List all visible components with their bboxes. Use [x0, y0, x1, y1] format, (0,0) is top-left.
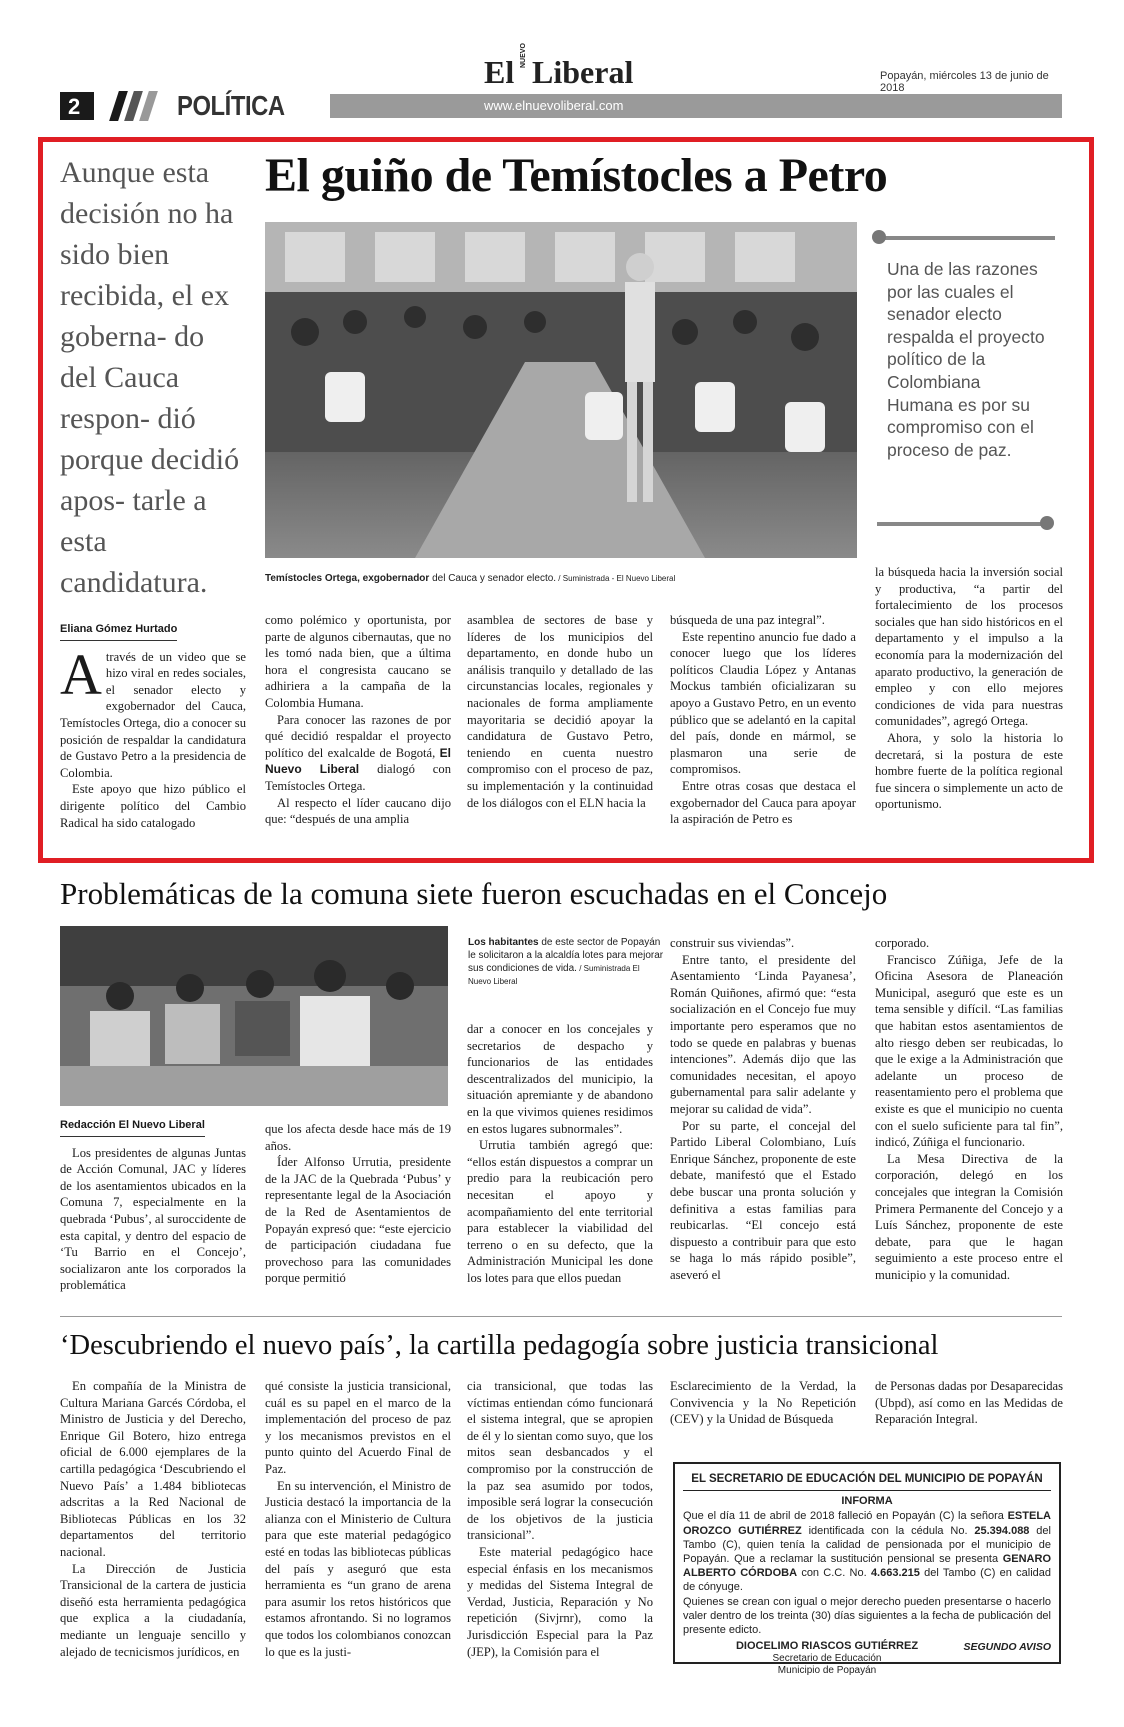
header-bar [330, 94, 1062, 118]
website-link[interactable]: www.elnuevoliberal.com [484, 98, 624, 113]
article2-caption-text: de este sector de Popayán le solicitaron a la alcaldía lotes para mejorar sus condiciones de vida. [468, 937, 664, 974]
article2-col1 [60, 1116, 246, 1294]
article1-col2-p2b: El Nuevo Liberal [265, 745, 451, 777]
article2-col4 [670, 935, 856, 1283]
logo-nuevo: NUEVO [520, 43, 527, 68]
article1-dropcap: A [60, 641, 102, 707]
page-number: 2 [68, 94, 81, 119]
section-title: POLÍTICA [177, 90, 285, 121]
sidebar-dot-top [872, 230, 886, 244]
article3-headline: ‘Descubriendo el nuevo país’, la cartilla pedagogía sobre justicia transicional [60, 1330, 939, 1361]
article1-caption-text: del Cauca y senador electo. [429, 573, 557, 584]
article2-caption [468, 936, 664, 988]
article1-col5-p2: Ahora, y solo la historia lo decretará, si la postura de este hombre fuerte de la política regional fue sincera o simplemente un acto de oportunismo. [875, 730, 1063, 812]
section-divider [60, 1316, 1062, 1317]
article1-caption [265, 572, 865, 585]
sidebar-rule-bottom [877, 522, 1047, 526]
article1-headline: El guiño de Temístocles a Petro [265, 149, 888, 202]
article2-col2 [265, 1121, 451, 1287]
article3-col1-p2: La Dirección de Justicia Transicional de la cartera de justicia diseñó esta herramienta pedagógica que explica a la ciudadanía, mediante un lenguaje sencillo y alejado de tecnicismos jurídicos, en [60, 1561, 246, 1659]
article2-caption-credit: / Suministrada El Nuevo Liberal [468, 964, 640, 986]
article3-col2 [265, 1378, 451, 1660]
notice-body-2: Quienes se crean con igual o mejor derecho pueden presentarse o hacerlo valer dentro de los treinta (30) días siguientes a la fecha de publicación del presente edicto. [683, 1595, 1051, 1637]
article2-col4-p3: Por su parte, el concejal del Partido Liberal Colombiano, Luís Enrique Sánchez, proponente de este debate, manifestó que el Estado debe buscar una pronta solución y definitiva a estas familias para reubicarlas. “El concejo está dispuesto a contribuir para que esto se haga lo más rápido posible”, aseveró el [670, 1118, 856, 1282]
notice-text-4: con C.C. No. [797, 1567, 871, 1580]
article1-photo [265, 222, 857, 558]
sidebar-dot-bottom [1040, 516, 1054, 530]
article2-col1-p1: Los presidentes de algunas Juntas de Acción Comunal, JAC y líderes de los asentamientos ubicados en la Comuna 7, especialmente en la quebrada ‘Pubus’, al suroccidente de esta capital, y dentro del espacio de ‘Tu Barrio en el Concejo’, socializaron ante los corporados la problemática [60, 1145, 246, 1293]
notice-aviso: SEGUNDO AVISO [963, 1640, 1051, 1653]
article2-headline: Problemáticas de la comuna siete fueron escuchadas en el Concejo [60, 876, 888, 911]
article3-col4 [670, 1378, 856, 1428]
article2-byline: Redacción El Nuevo Liberal [60, 1117, 205, 1137]
article3-col5-p1: de Personas dadas por Desaparecidas (Ubpd), así como en las Medidas de Reparación Integral. [875, 1379, 1063, 1427]
article2-col3-p1: dar a conocer en los concejales y secretarios de despacho y funcionarios de las entidades descentralizados del municipio, la situación apremiante y de abandono en la que vivimos quienes residimos en estos lugares subnormales”. [467, 1022, 653, 1136]
notice-signer: DIOCELIMO RIASCOS GUTIÉRREZ [735, 1640, 919, 1653]
article1-col4 [670, 612, 856, 828]
article3-col2-p2: En su intervención, el Ministro de Justicia destacó la importancia de la alianza con el Ministerio de Cultura para que este material pedagógico esté en todas las bibliotecas públicas del país y aseguró que esta herramienta es “un grano de arena para asumir los retos históricos que estamos afrontando. Si no logramos que todos los colombianos conozcan lo que es la justi- [265, 1478, 451, 1659]
publication-date: Popayán, miércoles 13 de junio de 2018 [880, 70, 1049, 94]
article3-col4-p1: Esclarecimiento de la Verdad, la Convivencia y la No Repetición (CEV) y la Unidad de Búsqueda [670, 1379, 856, 1427]
article3-col1 [60, 1378, 246, 1660]
article2-col4-p1: construir sus viviendas”. [670, 936, 795, 950]
notice-deceased-name: ESTELA OROZCO GUTIÉRREZ [683, 1510, 1051, 1537]
article1-col2-p3: Al respecto el líder caucano dijo que: “después de una amplia [265, 795, 451, 827]
article1-caption-bold: Temístocles Ortega, exgobernador [265, 573, 430, 584]
logo-el: El [484, 54, 515, 90]
article3-col3 [467, 1378, 653, 1660]
page-header [60, 43, 1062, 124]
article1-sidebar-quote: Una de las razones por las cuales el senador electo respalda el proyecto político de la Colombiana Humana es por su compromiso con el proceso de paz. [887, 259, 1045, 460]
article2-col3-p2: Urrutia también agregó que: “ellos están dispuestos a comprar un predio para la reubicación pero necesitan el apoyo y acompañamiento del ente territorial para establecer la viabilidad del terreno o en su defecto, que la Administración Municipal les done los lotes para que ellos puedan [467, 1138, 653, 1285]
article1-col2-p2c: dialogó con Temístocles Ortega. [265, 762, 451, 793]
notice-text-1: Que el día 11 de abril de 2018 falleció en Popayán (C) la señora [683, 1510, 1008, 1523]
article2-col5-p2: Francisco Zúñiga, Jefe de la Oficina Asesora de Planeación Municipal, aseguró que este es un tema sensible y difícil. “Las familias que habitan estos asentamientos de alto riesgo deben ser reubicadas, lo que le exige a la Administración que adelante un proceso de reasentamiento pero el problema que existe es que el municipio no cuenta con el suelo suficiente para tal fin”, indicó, Zúñiga el funcionario. [875, 952, 1063, 1150]
logo [484, 43, 654, 92]
notice-title-bar [683, 1470, 1051, 1491]
notice-subtitle: INFORMA [841, 1495, 893, 1508]
article1-col2 [265, 612, 451, 828]
legal-notice [673, 1462, 1061, 1677]
article1-col3-p1: asamblea de sectores de base y líderes de los municipios del departamento, en donde hubo un análisis tranquilo y detallado de las circunstancias locales, regionales y nacionales de forma ampliamente mayoritaria se decidió apoyar la candidatura de Gustavo Petro, teniendo en cuenta nuestro compromiso con el proceso de paz, su implementación y la continuidad de los diálogos con el ELN hacia la [467, 613, 653, 810]
article1-col1 [60, 620, 246, 831]
article1-col5 [875, 564, 1063, 813]
article2-col2-p2: Íder Alfonso Urrutia, presidente de la JAC de la Quebrada ‘Pubus’ y representante legal de la Asociación de la Red de Asentamientos de Popayán expresó que: “este ejercicio de participación ciudadana fue provechoso para las comunidades porque permitió [265, 1155, 451, 1286]
notice-claimant-name: GENARO ALBERTO CÓRDOBA [683, 1553, 1051, 1580]
logo-liberal: Liberal [532, 54, 634, 90]
notice-text-3: del Tambo (C), quien tenía la calidad de pensionada por el municipio de Popayán. Que a reclamar la sustitución pensional se presenta [683, 1524, 1051, 1566]
notice-text-5: del Tambo (C) en calidad de cónyuge. [683, 1567, 1052, 1594]
article2-col5-p1: corporado. [875, 936, 930, 950]
article2-caption-bold: Los habitantes [468, 937, 539, 948]
article3-col3-p1: cia transicional, que todas las víctimas entiendan cómo funcionará el sistema integral, que se apropien de él y lo sientan como suyo, que los mitos sean desbancados y el compromiso por la construcción de la paz sea asumido por todos, imposible será lograr la consecución de los objetivos de la justicia transicional”. [467, 1379, 653, 1543]
article1-caption-credit: / Suministrada - El Nuevo Liberal [556, 574, 676, 583]
notice-signer-role2: Municipio de Popayán [777, 1665, 877, 1677]
article3-col5 [875, 1378, 1063, 1428]
article1-col4-p3: Entre otras cosas que destaca el exgobernador del Cauca para apoyar la aspiración de Petro es [670, 778, 856, 827]
article1-pullquote: Aunque esta decisión no ha sido bien recibida, el ex goberna- do del Cauca respon- dió porque decidió apos- tarle a esta candidatura. [60, 156, 240, 599]
article2-col5 [875, 935, 1063, 1283]
notice-id-1: 25.394.088 [974, 1524, 1030, 1537]
notice-text-2: identificada con la cédula No. [801, 1524, 975, 1537]
article1-col1-p1: través de un video que se hizo viral en redes sociales, el senador electo y exgobernador del Cauca, Temístocles Ortega, dio a conocer su posición de respaldar la candidatura de Gustavo Petro a la presidencia de Colombia. [60, 649, 246, 780]
article1-col4-p2: Este repentino anuncio fue dado a conocer luego que los líderes políticos Claudia López y Antanas Mockus también oficializaran su apoyo a Gustavo Petro, en un evento público que se adelantó en la capital del país, donde en mármol, se plasmaron una serie de compromisos. [670, 629, 856, 777]
article1-col2-p2a: Para conocer las razones de por qué decidió respaldar el proyecto político del exalcalde de Bogotá, [265, 712, 451, 760]
article3-col2-p1: qué consiste la justicia transicional, cuál es su papel en el marco de la implementación del proceso de paz y los mecanismos previstos en el punto quinto del Acuerdo Final de Paz. [265, 1379, 451, 1476]
article1-byline: Eliana Gómez Hurtado [60, 621, 177, 641]
notice-signer-role1: Secretario de Educación [772, 1653, 882, 1665]
article1-col2-p1: como polémico y oportunista, por parte de algunos cibernautas, que no les tomó nada bien, que a última hora el congresista caucano se adhiriera a la campaña de la Colombia Humana. [265, 613, 451, 710]
article2-col2-p1: que los afecta desde hace más de 19 años. [265, 1122, 451, 1153]
article2-col4-p2: Entre tanto, el presidente del Asentamiento ‘Linda Payanesa’, Román Quiñones, afirmó que: “esta socialización en el Concejo fue muy importante pero esperamos que no todo se quede en palabras y buenas intenciones”. Además dijo que las comunidades necesitan, el apoyo gubernamental para salir adelante y mejorar su calidad de vida”. [670, 952, 856, 1116]
article1-col5-p1: la búsqueda hacia la inversión social y productiva, “a partir del fortalecimiento de los procesos sociales que han sido históricos en el departamento y el impulso a la economía para la modernización del aparato productivo, la generación de empleo y con ello mejores condiciones de vida para nuestras comunidades”, agregó Ortega. [875, 565, 1063, 729]
notice-body [683, 1509, 1051, 1594]
article3-col3-p2: Este material pedagógico hace especial énfasis en los mecanismos y medidas del Sistema Integral de Verdad, Justicia, Reparación y No repetición (Sivjrnr), como la Jurisdicción Especial para la Paz (JEP), la Comisión para el [467, 1544, 653, 1659]
article1-col1-p2: Este apoyo que hizo público el dirigente político del Cambio Radical ha sido catalogado [60, 782, 246, 830]
sidebar-rule-top [877, 236, 1055, 240]
article1-col3 [467, 612, 653, 811]
section-slashes [114, 91, 164, 121]
article3-col1-p1: En compañía de la Ministra de Cultura Mariana Garcés Córdoba, el Ministro de Justicia y del Derecho, Enrique Gil Botero, hizo entrega oficial de 6.000 ejemplares de la cartilla pedagógica ‘Descubriendo el Nuevo País’ a 1.484 bibliotecas adscritas a la Red Nacional de Bibliotecas Públicas en los 32 departamentos del territorio nacional. [60, 1379, 246, 1559]
assembly-photo-illustration [265, 222, 857, 558]
notice-id-2: 4.663.215 [870, 1567, 920, 1580]
article1-col4-p1: búsqueda de una paz integral”. [670, 613, 825, 627]
article2-col5-p3: La Mesa Directiva de la corporación, delegó en los concejales que integran la Comisión Primera Permanente del Concejo y a Luís Sánchez, proponente de este debate, para que le hagan seguimiento a este proceso entre el municipio y la comunidad. [875, 1151, 1063, 1282]
notice-title: EL SECRETARIO DE EDUCACIÓN DEL MUNICIPIO DE POPAYÁN [691, 1473, 1043, 1485]
council-photo-illustration [60, 926, 448, 1106]
article2-col3 [467, 1021, 653, 1287]
article2-photo [60, 926, 448, 1106]
